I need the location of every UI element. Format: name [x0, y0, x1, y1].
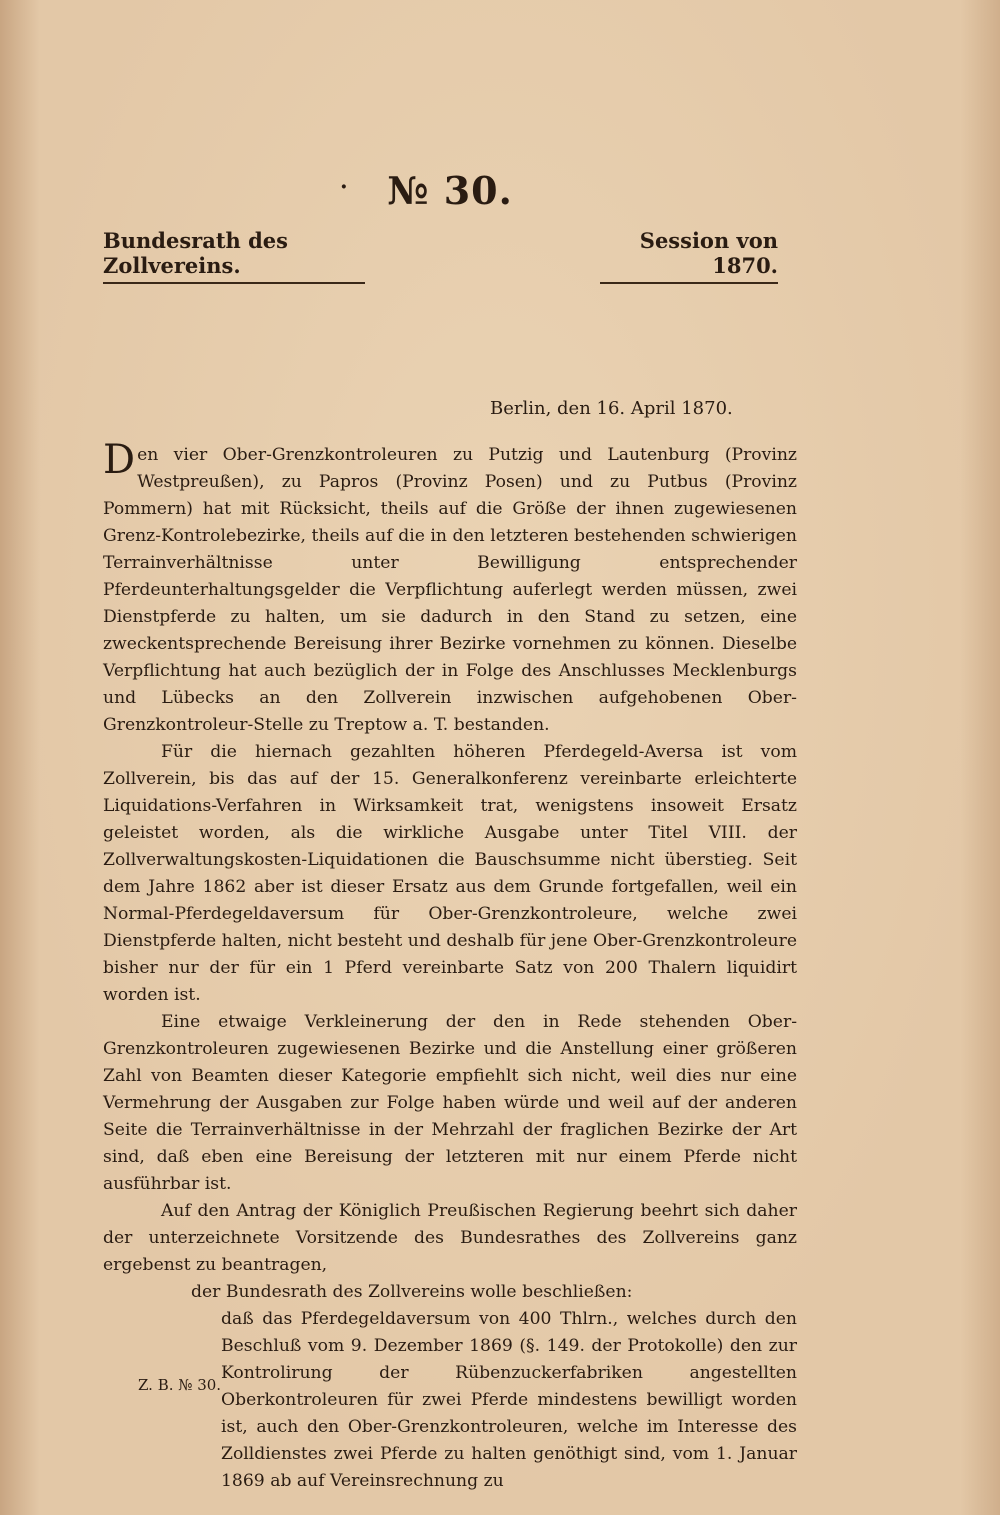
decorative-dot: · [340, 174, 349, 200]
motion-intro: der Bundesrath des Zollvereins wolle beschließen: [191, 1282, 633, 1302]
header-session: Session von 1870. [600, 228, 778, 284]
paragraph-2: Für die hiernach gezahlten höheren Pferdegeld-Aversa ist vom Zollverein, bis das auf der 15. Generalkonferenz vereinbarte erleichterte Liquidations-Verfahren in Wirksamkeit trat, wenigstens insoweit Ersatz geleistet worden, als die wirkliche Ausgabe unter Titel VIII. der Zollverwaltungskosten-Liquidationen die Bauschsumme nicht überstieg. Seit dem Jahre 1862 aber ist dieser Ersatz aus dem Grunde fortgefallen, weil ein Normal-Pferdegeldaversum für Ober-Grenzkontroleure, welche zwei Dienstpferde halten, nicht besteht und deshalb für jene Ober-Grenzkontroleure bisher nur der für ein 1 Pferd vereinbarte Satz von 200 Thalern liquidirt worden ist. [103, 742, 797, 1005]
header-body-name: Bundesrath des Zollvereins. [103, 228, 365, 284]
document-number-text: № 30. [387, 168, 513, 213]
document-number [300, 168, 600, 213]
motion-body: daß das Pferdegeldaversum von 400 Thlrn., welches durch den Beschluß vom 9. Dezember 1869 (§. 149. der Protokolle) den zur Kontrolirung der Rübenzuckerfabriken angestellten Oberkontroleuren für zwei Pferde mindestens bewilligt worden ist, auch den Ober-Grenzkontroleuren, welche im Interesse des Zolldienstes zwei Pferde zu halten genöthigt sind, vom 1. Januar 1869 ab auf Vereinsrechnung zu [221, 1309, 797, 1491]
page-footer: Z. B. № 30. [138, 1376, 222, 1394]
paragraph-1: Den vier Ober-Grenzkontroleuren zu Putzig und Lautenburg (Provinz Westpreußen), zu Papros (Provinz Posen) und zu Putbus (Provinz Pommern) hat mit Rücksicht, theils auf die Größe der ihnen zugewiesenen Grenz-Kontrolebezirke, theils auf die in den letzteren bestehenden schwierigen Terrainverhältnisse unter Bewilligung entsprechender Pferdeunterhaltungsgelder die Verpflichtung auferlegt werden müssen, zwei Dienstpferde zu halten, um sie dadurch in den Stand zu setzen, eine zweckentsprechende Bereisung ihrer Bezirke vornehmen zu können. Dieselbe Verpflichtung hat auch bezüglich der in Folge des Anschlusses Mecklenburgs und Lübecks an den Zollverein inzwischen aufgehobenen Ober-Grenzkontroleur-Stelle zu Treptow a. T. bestanden. [103, 437, 797, 735]
document-body [103, 437, 797, 1495]
paragraph-3: Eine etwaige Verkleinerung der den in Rede stehenden Ober-Grenzkontroleuren zugewiesenen Bezirke und die Anstellung einer größeren Zahl von Beamten dieser Kategorie empfiehlt sich nicht, weil dies nur eine Vermehrung der Ausgaben zur Folge haben würde und weil auf der anderen Seite die Terrainverhältnisse in der Mehrzahl der fraglichen Bezirke der Art sind, daß eben eine Bereisung der letzteren mit nur einem Pferde nicht ausführbar ist. [103, 1012, 797, 1194]
paragraph-4: Auf den Antrag der Königlich Preußischen Regierung beehrt sich daher der unterzeichnete Vorsitzende des Bundesrathes des Zollvereins ganz ergebenst zu beantragen, [103, 1201, 797, 1275]
dateline: Berlin, den 16. April 1870. [490, 398, 733, 419]
